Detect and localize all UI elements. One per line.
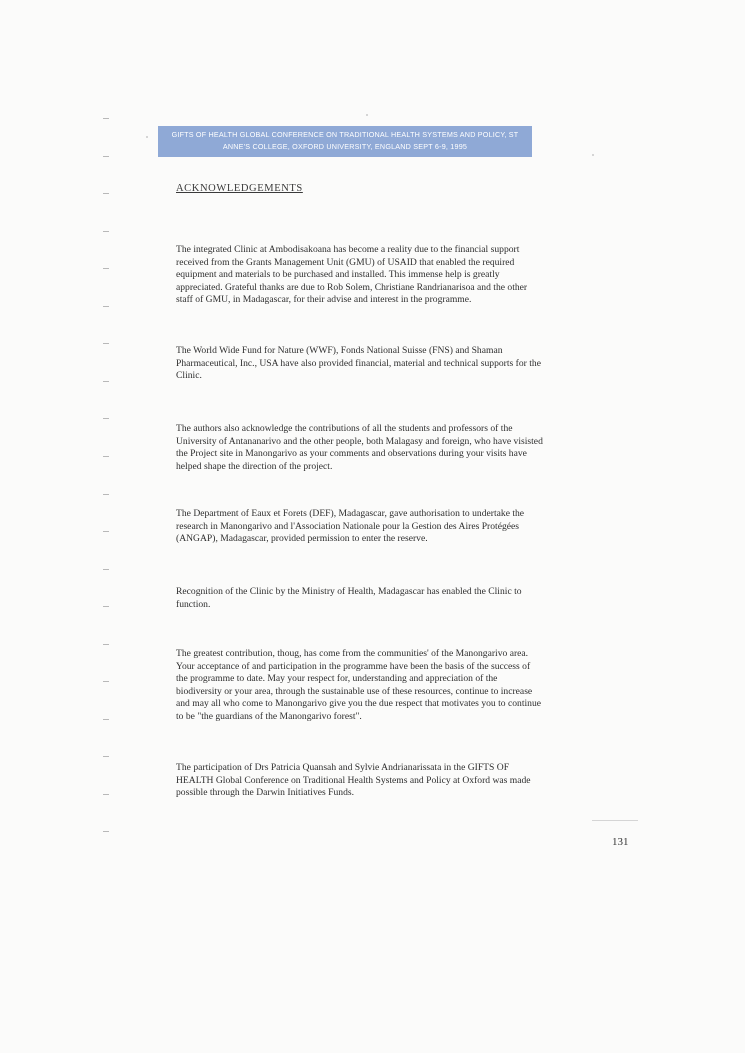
margin-mark	[103, 794, 109, 795]
margin-mark	[103, 719, 109, 720]
paragraph-line: received from the Grants Management Unit (GMU) of USAID that enabled the required	[176, 256, 515, 268]
paragraph-line: and may all who come to Manongarivo give you the due respect that motivates you to continue	[176, 698, 542, 710]
paragraph-university	[176, 423, 596, 473]
margin-mark	[103, 606, 109, 607]
paragraph-line: University of Antananarivo and the other people, both Malagasy and foreign, who have visisted	[176, 435, 543, 447]
margin-mark	[103, 831, 109, 832]
paragraph-line: Pharmaceutical, Inc., USA have also provided financial, material and technical supports for the	[176, 357, 541, 369]
margin-mark	[103, 118, 109, 119]
margin-mark	[103, 756, 109, 757]
paragraph-line: HEALTH Global Conference on Traditional Health Systems and Policy at Oxford was made	[176, 774, 531, 786]
margin-mark	[103, 531, 109, 532]
margin-mark	[103, 644, 109, 645]
paragraph-line: Recognition of the Clinic by the Ministry of Health, Madagascar has enabled the Clinic to	[176, 586, 522, 597]
paragraph-line: equipment and materials to be purchased and installed. This immense help is greatly	[176, 269, 500, 281]
paragraph-line: The participation of Drs Patricia Quansah and Sylvie Andrianarissata in the GIFTS OF	[176, 762, 510, 773]
margin-mark	[103, 231, 109, 232]
paragraph-line: research in Manongarivo and l'Association Nationale pour la Gestion des Aires Protégées	[176, 520, 520, 532]
paragraph-line: The authors also acknowledge the contributions of all the students and professors of the	[176, 423, 513, 434]
paragraph-line: to be "the guardians of the Manongarivo forest".	[176, 710, 362, 722]
margin-mark	[103, 381, 109, 382]
section-heading: ACKNOWLEDGEMENTS	[176, 183, 303, 194]
page-number-rule	[592, 820, 638, 821]
paragraph-wwf-fns	[176, 345, 596, 383]
margin-mark	[103, 418, 109, 419]
paragraph-line: (ANGAP), Madagascar, provided permission to enter the reserve.	[176, 533, 428, 545]
paragraph-line: The Department of Eaux et Forets (DEF), Madagascar, gave authorisation to undertake the	[176, 508, 525, 519]
paragraph-line: the Project site in Manongarivo as your comments and observations during your visits have	[176, 448, 527, 460]
paragraph-def-angap	[176, 508, 596, 546]
paragraph-line: function.	[176, 598, 211, 610]
paragraph-line: possible through the Darwin Initiatives Funds.	[176, 787, 354, 799]
paragraph-line: The World Wide Fund for Nature (WWF), Fonds National Suisse (FNS) and Shaman	[176, 345, 503, 356]
margin-mark	[103, 681, 109, 682]
margin-mark	[103, 343, 109, 344]
header-line-1: GIFTS OF HEALTH GLOBAL CONFERENCE ON TRADITIONAL HEALTH SYSTEMS AND POLICY, ST	[171, 130, 519, 139]
paragraph-communities	[176, 648, 596, 724]
paragraph-line: appreciated. Grateful thanks are due to Rob Solem, Christiane Randrianarisoa and the other	[176, 281, 528, 293]
scan-speck	[146, 136, 148, 138]
paragraph-line: staff of GMU, in Madagascar, for their advise and interest in the programme.	[176, 294, 472, 306]
paragraph-line: biodiversity or your area, through the sustainable use of these resources, continue to increase	[176, 685, 533, 697]
margin-mark	[103, 456, 109, 457]
paragraph-gmu-usaid	[176, 244, 596, 307]
conference-header-banner	[158, 126, 532, 157]
paragraph-line: Clinic.	[176, 370, 202, 382]
page-number: 131	[612, 836, 629, 848]
paragraph-ministry	[176, 586, 596, 611]
margin-mark	[103, 494, 109, 495]
margin-mark	[103, 268, 109, 269]
paragraph-line: helped shape the direction of the project.	[176, 460, 333, 472]
margin-mark	[103, 306, 109, 307]
paragraph-darwin	[176, 762, 596, 800]
paragraph-line: the programme to date. May your respect for, understanding and appreciation of the	[176, 673, 498, 685]
margin-mark	[103, 193, 109, 194]
header-line-2: ANNE'S COLLEGE, OXFORD UNIVERSITY, ENGLAND SEPT 6-9, 1995	[222, 142, 468, 151]
margin-mark	[103, 156, 109, 157]
paragraph-line: Your acceptance of and participation in the programme have been the basis of the success of	[176, 660, 531, 672]
margin-mark	[103, 569, 109, 570]
paragraph-line: The integrated Clinic at Ambodisakoana has become a reality due to the financial support	[176, 244, 520, 255]
paragraph-line: The greatest contribution, thoug, has come from the communities' of the Manongarivo area.	[176, 648, 529, 659]
scan-speck	[592, 154, 594, 156]
scan-speck	[366, 114, 368, 116]
